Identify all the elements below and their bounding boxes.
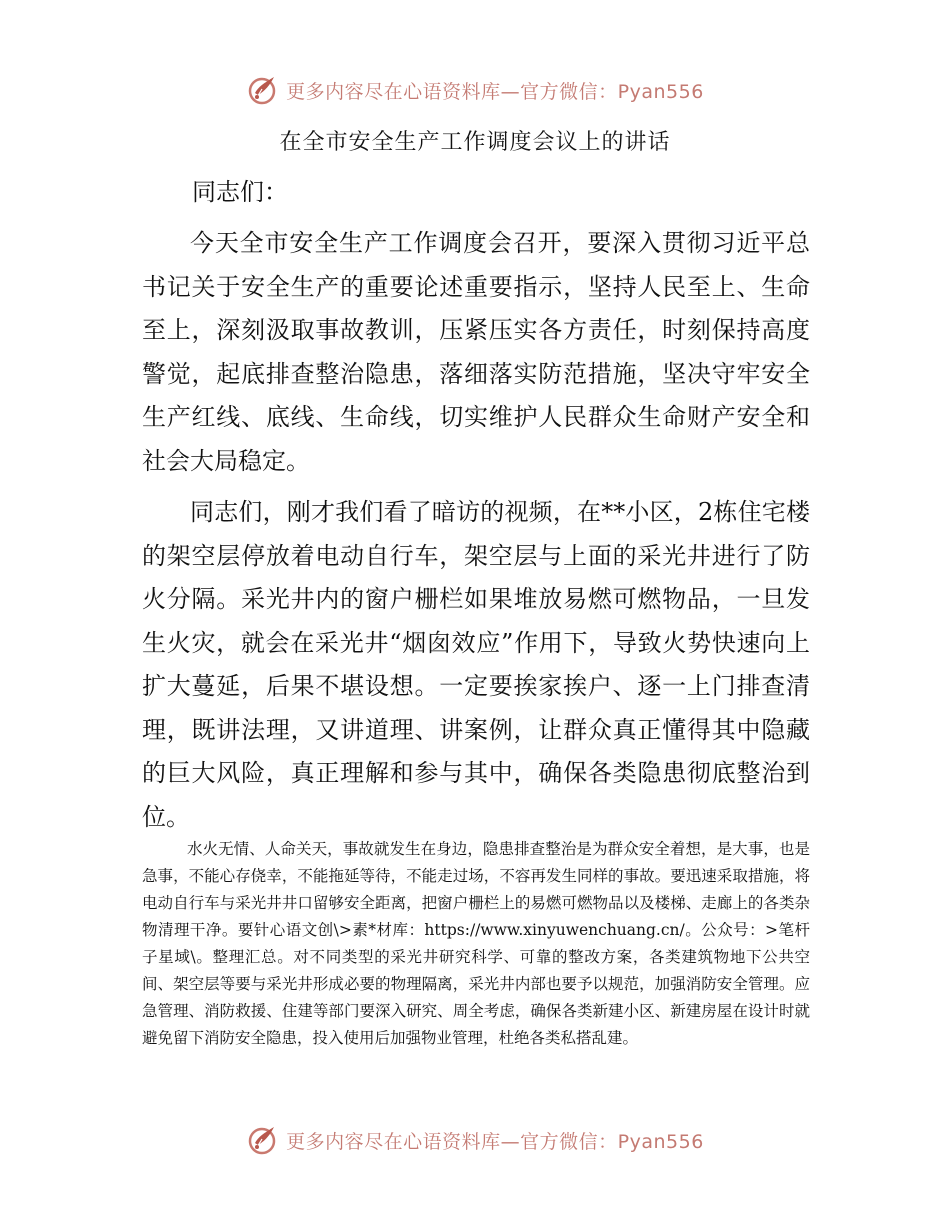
paragraph-1: 今天全市安全生产工作调度会召开，要深入贯彻习近平总书记关于安全生产的重要论述重要指示，坚持人民至上、生命至上，深刻汲取事故教训，压紧压实各方责任，时刻保持高度警觉，起底排查整治隐患，落细落实防范措施，坚决守牢安全生产红线、底线、生命线，切实维护人民群众生命财产安全和社会大局稳定。	[142, 229, 810, 475]
banner-text: 更多内容尽在心语资料库—官方微信：Pyan556	[286, 1130, 704, 1153]
salutation: 同志们：	[192, 178, 288, 206]
document-title: 在全市安全生产工作调度会议上的讲话	[279, 130, 671, 155]
banner-text: 更多内容尽在心语资料库—官方微信：Pyan556	[286, 80, 704, 103]
footer-banner	[0, 1120, 950, 1160]
quill-logo-icon	[246, 73, 280, 107]
paragraph-3: 水火无情、人命关天，事故就发生在身边，隐患排查整治是为群众安全着想，是大事，也是急事，不能心存侥幸，不能拖延等待，不能走过场，不容再发生同样的事故。要迅速采取措施，将电动自行车与采光井井口留够安全距离，把窗户栅栏上的易燃可燃物品以及楼梯、走廊上的各类杂物清理干净。要针心语文创\>素*材库：https://www.xinyuwenchuang.cn/。公众号：>笔杆子星域\。整理汇总。对不同类型的采光井研究科学、可靠的整改方案，各类建筑物地下公共空间、架空层等要与采光井形成必要的物理隔离，采光井内部也要予以规范，加强消防安全管理。应急管理、消防救援、住建等部门要深入研究、周全考虑，确保各类新建小区、新建房屋在设计时就避免留下消防安全隐患，投入使用后加强物业管理，杜绝各类私搭乱建。	[142, 840, 810, 1047]
quill-logo-icon	[246, 1123, 280, 1157]
header-banner	[0, 70, 950, 110]
paragraph-2: 同志们，刚才我们看了暗访的视频，在**小区，2栋住宅楼的架空层停放着电动自行车，架空层与上面的采光井进行了防火分隔。采光井内的窗户栅栏如果堆放易燃可燃物品，一旦发生火灾，就会在采光井“烟囱效应”作用下，导致火势快速向上扩大蔓延，后果不堪设想。一定要挨家挨户、逐一上门排查清理，既讲法理，又讲道理、讲案例，让群众真正懂得其中隐藏的巨大风险，真正理解和参与其中，确保各类隐患彻底整治到位。	[142, 498, 810, 831]
